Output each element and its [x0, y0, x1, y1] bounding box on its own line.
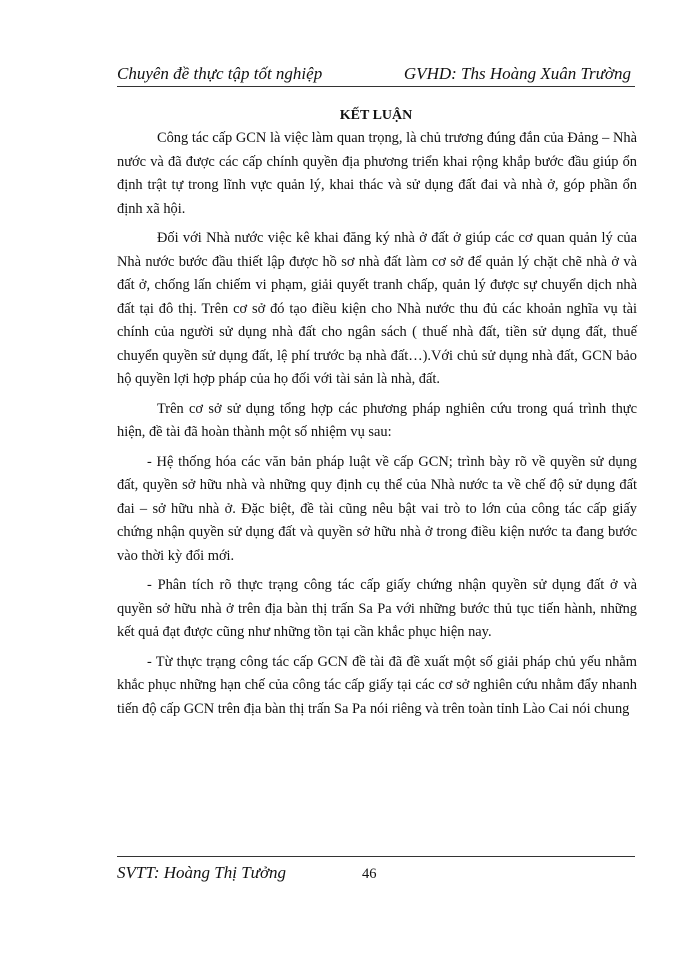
bullet-item: - Hệ thống hóa các văn bản pháp luật về cấp GCN; trình bày rõ về quyền sử dụng đất, quyền sở hữu nhà và những quy định cụ thể của Nhà nước ta về chế độ sử dụng đất đai – sở hữu nhà ở. Đặc biệt, đề tài cũng nêu bật vai trò to lớn của công tác cấp giấy chứng nhận quyền sử dụng đất và quyền sở hữu nhà ở trong điều kiện nước ta đang bước vào thời kỳ đổi mới. [117, 453, 637, 564]
paragraph: Đối với Nhà nước việc kê khai đăng ký nhà ở đất ở giúp các cơ quan quản lý của Nhà nước bước đầu thiết lập được hồ sơ nhà đất làm cơ sở để quản lý chặt chẽ nhà ở và đất ở, chống lấn chiếm vi phạm, giải quyết tranh chấp, quản lý được sự chuyển dịch nhà đất tại đô thị. Trên cơ sở đó tạo điều kiện cho Nhà nước thu đủ các khoản nghĩa vụ tài chính của người sử dụng nhà đất cho ngân sách ( thuế nhà đất, tiền sử dụng đất, thuế chuyển quyền sử dụng đất, lệ phí trước bạ nhà đất…).Với chủ sử dụng nhà đất, GCN bảo hộ quyền lợi hợp pháp của họ đối với tài sản là nhà, đất. [117, 230, 637, 387]
header-document-type: Chuyên đề thực tập tốt nghiệp [117, 64, 323, 83]
page-footer [117, 856, 635, 887]
page-header [117, 64, 635, 87]
document-body [117, 127, 637, 727]
header-supervisor: GVHD: Ths Hoàng Xuân Trường [403, 64, 631, 83]
page-number: 46 [362, 866, 377, 882]
paragraph: Công tác cấp GCN là việc làm quan trọng, là chủ trương đúng đắn của Đảng – Nhà nước và đã được các cấp chính quyền địa phương triển khai rộng khắp bước đầu giúp ổn định trật tự trong lĩnh vực quản lý, khai thác và sử dụng đất đai và nhà ở, góp phần ổn định xã hội. [117, 130, 637, 217]
bullet-item: - Phân tích rõ thực trạng công tác cấp giấy chứng nhận quyền sử dụng đất ở và quyền sở hữu nhà ở trên địa bàn thị trấn Sa Pa với những bước thủ tục tiến hành, những kết quả đạt được cũng như những tồn tại cần khắc phục hiện nay. [117, 577, 637, 640]
footer-author: SVTT: Hoàng Thị Tưởng [117, 863, 287, 882]
paragraph: Trên cơ sở sử dụng tổng hợp các phương pháp nghiên cứu trong quá trình thực hiện, đề tài đã hoàn thành một số nhiệm vụ sau: [117, 400, 637, 440]
section-title: KẾT LUẬN [339, 108, 413, 123]
bullet-item: - Từ thực trạng công tác cấp GCN đề tài đã đề xuất một số giải pháp chủ yếu nhằm khắc phục những hạn chế của công tác cấp giấy tại các cơ sở nghiên cứu nhằm đẩy nhanh tiến độ cấp GCN trên địa bàn thị trấn Sa Pa nói riêng và trên toàn tỉnh Lào Cai nói chung [117, 653, 637, 717]
